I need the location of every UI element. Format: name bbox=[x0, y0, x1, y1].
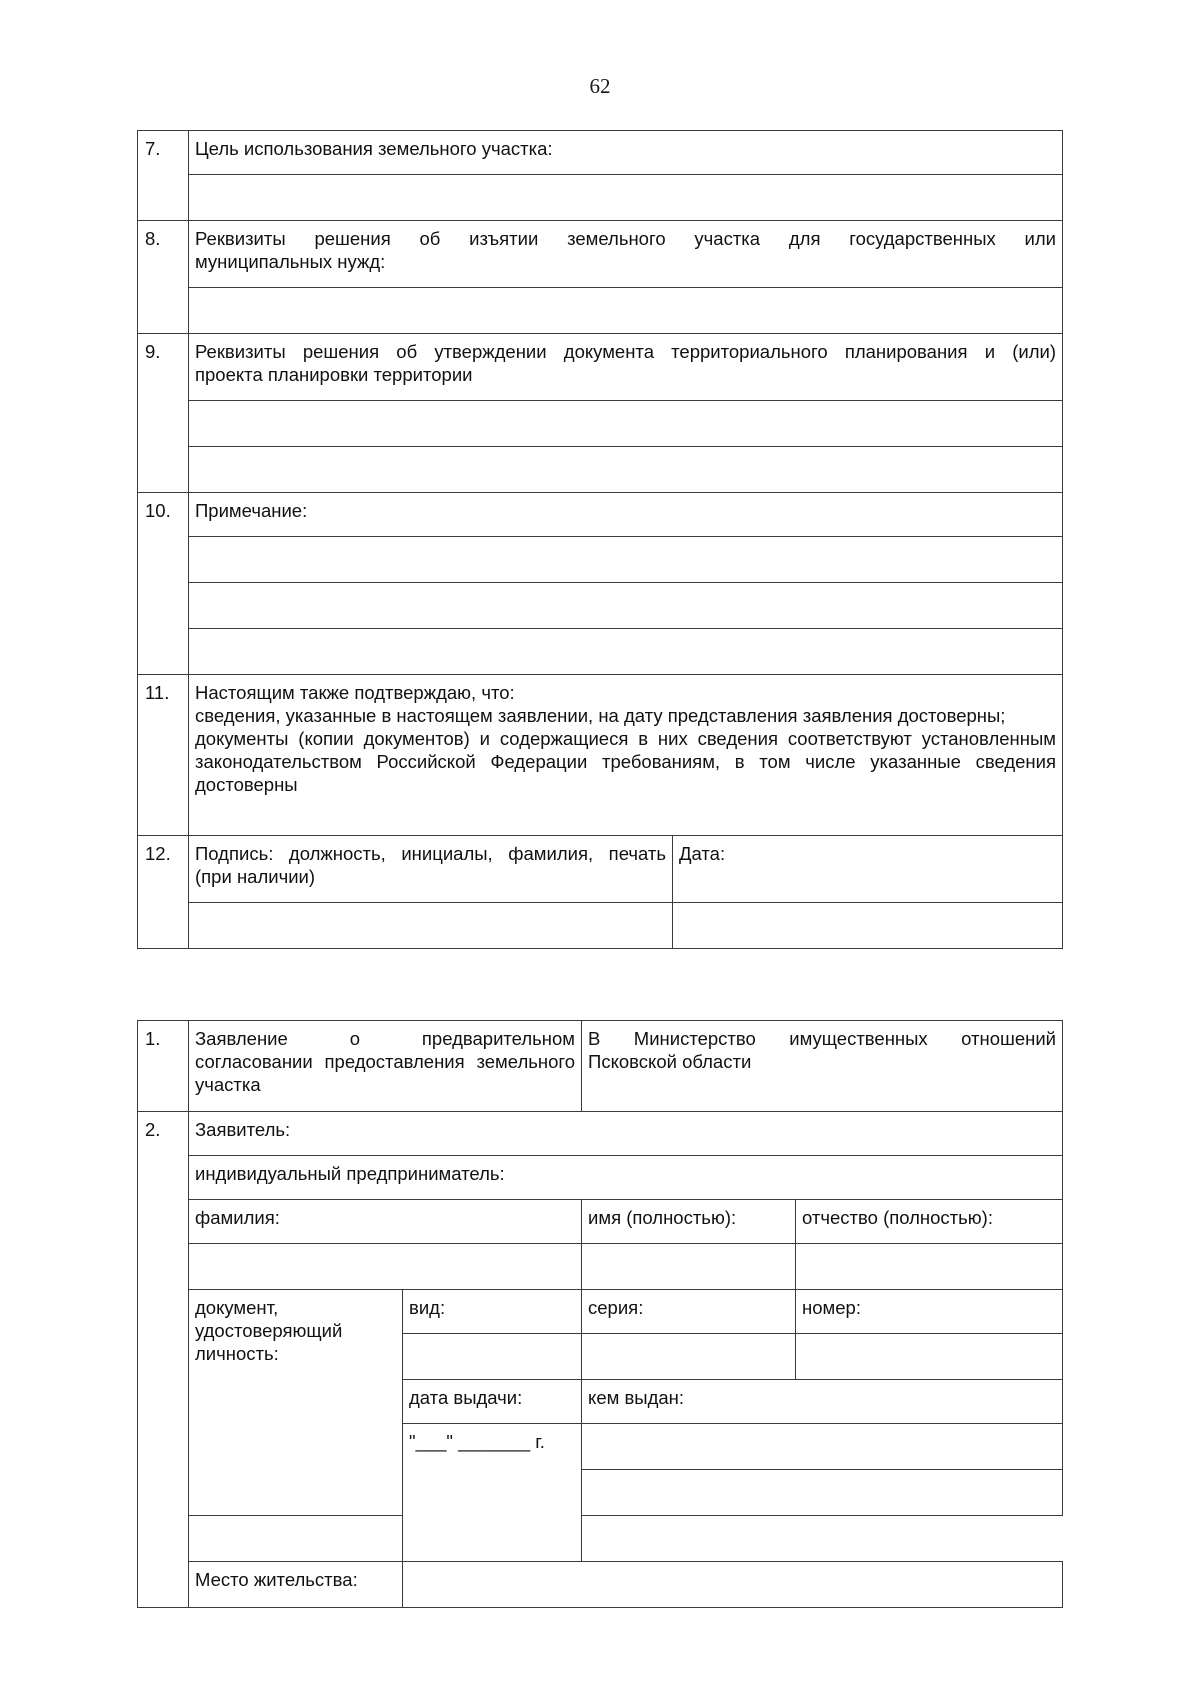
withdrawal-decision-label-line1: Реквизиты решения об изъятии земельного участка для государственных или bbox=[195, 228, 1056, 249]
row-11 bbox=[138, 675, 1063, 836]
row-8-input bbox=[138, 288, 1063, 334]
applicant-label: Заявитель: bbox=[189, 1112, 1063, 1156]
planning-decision-field-2[interactable] bbox=[189, 447, 1063, 493]
row-9-header bbox=[138, 334, 1063, 401]
row-number: 12. bbox=[138, 836, 189, 949]
application-title: Заявление о предварительном согласовании предоставления земельного участка bbox=[189, 1021, 582, 1112]
planning-decision-field-1[interactable] bbox=[189, 401, 1063, 447]
withdrawal-decision-field[interactable] bbox=[189, 288, 1063, 334]
doc-type-field[interactable] bbox=[403, 1334, 582, 1380]
row-12-input bbox=[138, 903, 1063, 949]
issued-by-field-1[interactable] bbox=[582, 1424, 1063, 1470]
planning-decision-label-line2: проекта планировки территории bbox=[195, 364, 473, 385]
row-number: 7. bbox=[138, 131, 189, 221]
confirmation-item-1: сведения, указанные в настоящем заявлении, на дату представления заявления достоверны; bbox=[195, 705, 1006, 726]
page-number: 62 bbox=[589, 74, 611, 98]
row-12-header bbox=[138, 836, 1063, 903]
signature-field[interactable] bbox=[189, 903, 673, 949]
row-number: 8. bbox=[138, 221, 189, 334]
entrepreneur-label: индивидуальный предприниматель: bbox=[189, 1156, 1063, 1200]
row-10-input-3 bbox=[138, 629, 1063, 675]
name-field[interactable] bbox=[582, 1244, 796, 1290]
row-10-input-1 bbox=[138, 537, 1063, 583]
row-10-input-2 bbox=[138, 583, 1063, 629]
addressee: В Министерство имущественных отношений Псковской области bbox=[582, 1021, 1063, 1112]
signature-label: Подпись: должность, инициалы, фамилия, печать (при наличии) bbox=[189, 836, 673, 903]
row-2-applicant bbox=[138, 1112, 1063, 1156]
note-field-2[interactable] bbox=[189, 583, 1063, 629]
confirmation-intro: Настоящим также подтверждаю, что: bbox=[195, 682, 515, 703]
row-7-input bbox=[138, 175, 1063, 221]
doc-type-label: вид: bbox=[403, 1290, 582, 1334]
doc-series-label: серия: bbox=[582, 1290, 796, 1334]
row-number: 1. bbox=[138, 1021, 189, 1112]
row-number: 11. bbox=[138, 675, 189, 836]
row-9-input-1 bbox=[138, 401, 1063, 447]
row-9-input-2 bbox=[138, 447, 1063, 493]
doc-series-field[interactable] bbox=[582, 1334, 796, 1380]
withdrawal-decision-label bbox=[189, 221, 1063, 288]
form-table-application bbox=[137, 1020, 1063, 1608]
form-table-continuation bbox=[137, 130, 1063, 949]
doc-number-label: номер: bbox=[796, 1290, 1063, 1334]
id-document-label: документ, удостоверяющий личность: bbox=[189, 1290, 403, 1516]
patronymic-label: отчество (полностью): bbox=[796, 1200, 1063, 1244]
row-7-header bbox=[138, 131, 1063, 175]
row-2-id-labels bbox=[138, 1290, 1063, 1334]
residence-field[interactable] bbox=[403, 1562, 1063, 1608]
row-1 bbox=[138, 1021, 1063, 1112]
land-use-purpose-field[interactable] bbox=[189, 175, 1063, 221]
row-number: 10. bbox=[138, 493, 189, 675]
date-label: Дата: bbox=[673, 836, 1063, 903]
row-2-fio-labels bbox=[138, 1200, 1063, 1244]
date-field[interactable] bbox=[673, 903, 1063, 949]
planning-decision-label bbox=[189, 334, 1063, 401]
surname-field[interactable] bbox=[189, 1244, 582, 1290]
row-8-header bbox=[138, 221, 1063, 288]
row-10-header bbox=[138, 493, 1063, 537]
residence-label: Место жительства: bbox=[189, 1562, 403, 1608]
planning-decision-label-line1: Реквизиты решения об утверждении документа территориального планирования и (или) bbox=[195, 341, 1056, 362]
patronymic-field[interactable] bbox=[796, 1244, 1063, 1290]
issue-date-label: дата выдачи: bbox=[403, 1380, 582, 1424]
row-number: 9. bbox=[138, 334, 189, 493]
row-2-issue-input-3 bbox=[138, 1516, 1063, 1562]
doc-number-field[interactable] bbox=[796, 1334, 1063, 1380]
row-2-residence bbox=[138, 1562, 1063, 1608]
issue-date-field[interactable]: "___" _______ г. bbox=[403, 1424, 582, 1562]
row-2-fio-inputs bbox=[138, 1244, 1063, 1290]
note-label: Примечание: bbox=[189, 493, 1063, 537]
note-field-1[interactable] bbox=[189, 537, 1063, 583]
surname-label: фамилия: bbox=[189, 1200, 582, 1244]
issued-by-field-3[interactable] bbox=[189, 1516, 582, 1562]
row-2-entrepreneur bbox=[138, 1156, 1063, 1200]
confirmation-item-2: документы (копии документов) и содержащиеся в них сведения соответствуют установленным законодательством Российской Федерации требованиям, в том числе указанные сведения достоверны bbox=[195, 728, 1056, 795]
land-use-purpose-label: Цель использования земельного участка: bbox=[189, 131, 1063, 175]
issued-by-label: кем выдан: bbox=[582, 1380, 1063, 1424]
issued-by-field-2[interactable] bbox=[582, 1470, 1063, 1516]
withdrawal-decision-label-line2: муниципальных нужд: bbox=[195, 251, 386, 272]
name-label: имя (полностью): bbox=[582, 1200, 796, 1244]
note-field-3[interactable] bbox=[189, 629, 1063, 675]
row-number: 2. bbox=[138, 1112, 189, 1608]
confirmation-text bbox=[189, 675, 1063, 836]
